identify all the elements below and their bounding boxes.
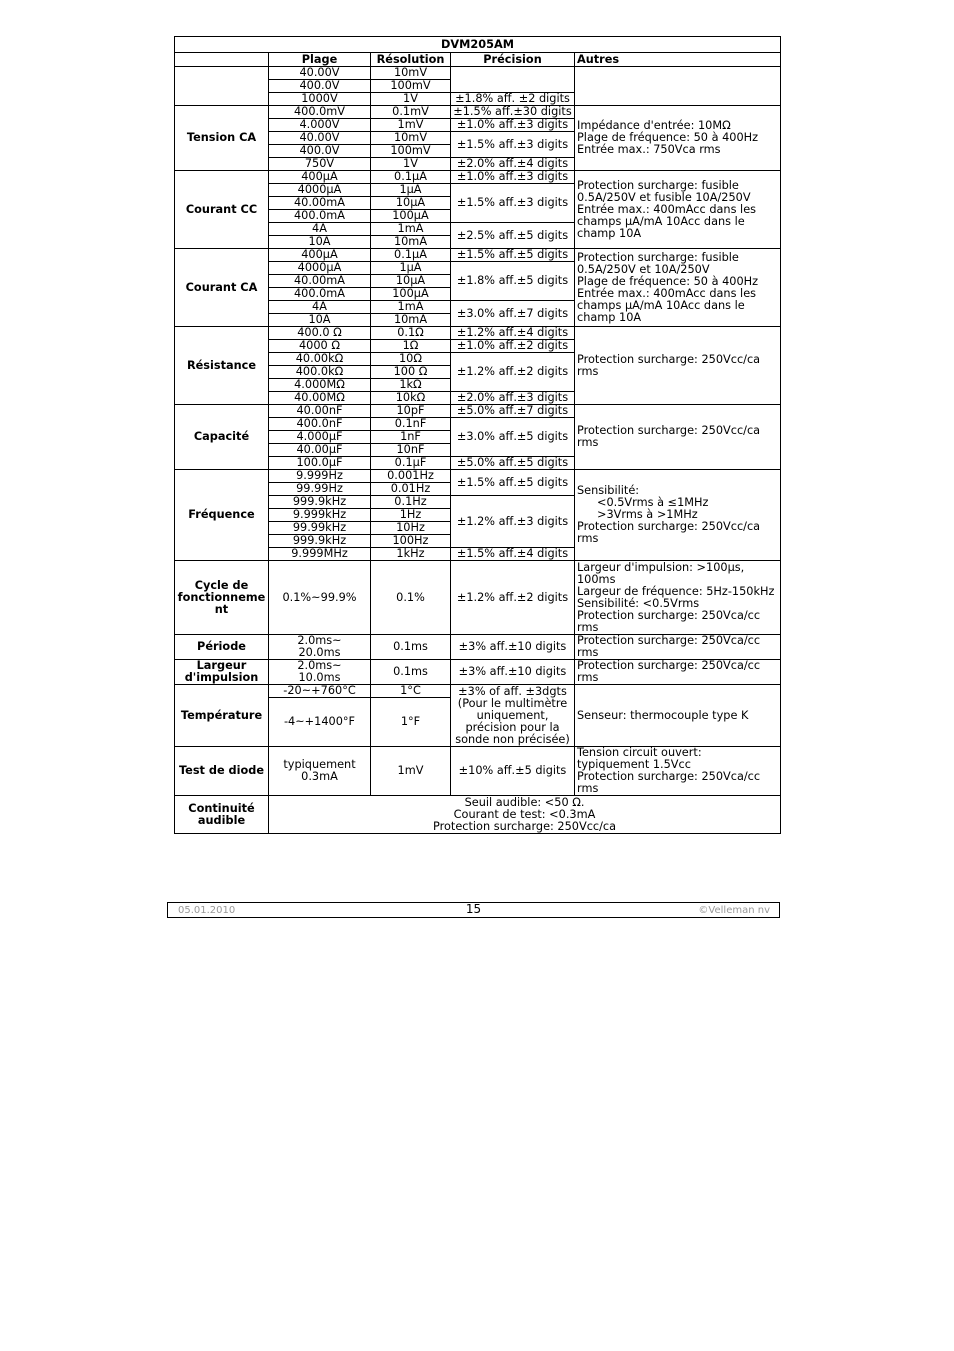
plage-line: 20.0ms bbox=[298, 646, 341, 659]
cell-plage: 4.000MΩ bbox=[269, 379, 371, 392]
cell-resolution: 10pF bbox=[371, 405, 451, 418]
cell-resolution: 0.1Hz bbox=[371, 496, 451, 509]
cell-resolution: 0.01Hz bbox=[371, 483, 451, 496]
cell-resolution: 100Hz bbox=[371, 535, 451, 548]
autres-line: Protection surcharge: fusible bbox=[577, 250, 739, 264]
cell-autres bbox=[575, 405, 781, 470]
cell-plage: 10A bbox=[269, 314, 371, 327]
autres-line: typiquement 1.5Vcc bbox=[577, 758, 691, 771]
cell-precision: ±10% aff.±5 digits bbox=[451, 747, 575, 796]
cell-autres bbox=[575, 327, 781, 405]
autres-line: Sensibilité: <0.5Vrms bbox=[577, 596, 700, 610]
cell-plage: -20~+760°C bbox=[269, 685, 371, 698]
autres-line: 100ms bbox=[577, 572, 616, 586]
cell-resolution: 10mA bbox=[371, 314, 451, 327]
row-label-largeur bbox=[175, 660, 269, 685]
cell-plage: 99.99Hz bbox=[269, 483, 371, 496]
cell-precision: ±1.0% aff.±3 digits bbox=[451, 171, 575, 184]
cell-resolution: 1Ω bbox=[371, 340, 451, 353]
cell-plage: 400µA bbox=[269, 249, 371, 262]
cell-precision: ±3.0% aff.±5 digits bbox=[451, 418, 575, 457]
autres-line: rms bbox=[577, 364, 599, 378]
cell-precision: ±3% aff.±10 digits bbox=[451, 635, 575, 660]
autres-line: Protection surcharge: 250Vca/cc bbox=[577, 608, 761, 622]
cell-precision: ±1.2% aff.±2 digits bbox=[451, 353, 575, 392]
row-label-tension-ca: Tension CA bbox=[175, 106, 269, 171]
row-label-resistance: Résistance bbox=[175, 327, 269, 405]
autres-line: Protection surcharge: 250Vca/cc bbox=[577, 770, 761, 783]
cell-resolution: 0.1mV bbox=[371, 106, 451, 119]
plage-line: typiquement bbox=[283, 758, 356, 771]
autres-line: Tension circuit ouvert: bbox=[577, 746, 702, 759]
cell-resolution: 0.1ms bbox=[371, 660, 451, 685]
precision-line: précision pour la bbox=[465, 720, 560, 734]
precision-line: (Pour le multimètre bbox=[457, 696, 568, 710]
cell-autres bbox=[575, 747, 781, 796]
cell-resolution: 10mV bbox=[371, 67, 451, 80]
cell-resolution: 1mA bbox=[371, 301, 451, 314]
cell-plage: 9.999MHz bbox=[269, 548, 371, 561]
cell-precision: ±1.0% aff.±3 digits bbox=[451, 119, 575, 132]
cell-resolution: 1µA bbox=[371, 262, 451, 275]
label-line: nt bbox=[214, 602, 229, 616]
plage-line: 0.3mA bbox=[301, 770, 338, 783]
cell-plage: 4000 Ω bbox=[269, 340, 371, 353]
autres-line: Largeur de fréquence: 5Hz-150kHz bbox=[577, 584, 775, 598]
autres-line: Protection surcharge: 250Vca/cc bbox=[577, 634, 761, 647]
cell-plage: 4000µA bbox=[269, 184, 371, 197]
continuite-line: Protection surcharge: 250Vcc/ca bbox=[432, 819, 617, 833]
cell-resolution: 10Ω bbox=[371, 353, 451, 366]
autres-line: Protection surcharge: 250Vca/cc bbox=[577, 659, 761, 672]
cell-plage: 400µA bbox=[269, 171, 371, 184]
autres-line: Plage de fréquence: 50 à 400Hz bbox=[577, 131, 759, 144]
cell-resolution: 1µA bbox=[371, 184, 451, 197]
autres-line: rms bbox=[577, 671, 599, 684]
label-line: Cycle de bbox=[194, 578, 249, 592]
cell-plage: 400.0V bbox=[269, 145, 371, 158]
cell-plage: 9.999Hz bbox=[269, 470, 371, 483]
cell-plage: 400.0nF bbox=[269, 418, 371, 431]
cell-autres: Senseur: thermocouple type K bbox=[575, 685, 781, 747]
cell-plage: 99.99kHz bbox=[269, 522, 371, 535]
cell-resolution: 10kΩ bbox=[371, 392, 451, 405]
row-label-periode: Période bbox=[175, 635, 269, 660]
cell-plage: 10A bbox=[269, 236, 371, 249]
autres-line: Protection surcharge: 250Vcc/ca bbox=[577, 520, 761, 533]
cell-resolution: 10µA bbox=[371, 197, 451, 210]
continuite-line: Courant de test: <0.3mA bbox=[453, 807, 596, 821]
cell-resolution: 1°C bbox=[371, 685, 451, 698]
cell-resolution: 10mA bbox=[371, 236, 451, 249]
autres-line: Entrée max.: 400mAcc dans les bbox=[577, 202, 757, 216]
cell-autres bbox=[575, 106, 781, 171]
cell-resolution: 0.1ms bbox=[371, 635, 451, 660]
label-line: audible bbox=[197, 813, 246, 827]
cell-precision: ±5.0% aff.±5 digits bbox=[451, 457, 575, 470]
autres-line: Protection surcharge: 250Vcc/ca bbox=[577, 352, 761, 366]
cell-resolution: 0.1µF bbox=[371, 457, 451, 470]
row-label-capacite: Capacité bbox=[175, 405, 269, 470]
header-autres: Autres bbox=[575, 53, 781, 67]
footer-copyright: ©Velleman nv bbox=[698, 905, 770, 916]
row-label-temperature: Température bbox=[175, 685, 269, 747]
cell-plage: 750V bbox=[269, 158, 371, 171]
cell-precision: ±1.2% aff.±4 digits bbox=[451, 327, 575, 340]
plage-line: 2.0ms~ bbox=[297, 634, 342, 647]
autres-line: >3Vrms à >1MHz bbox=[597, 508, 698, 521]
cell-precision: ±1.0% aff.±2 digits bbox=[451, 340, 575, 353]
cell-plage: 40.00V bbox=[269, 67, 371, 80]
cell-resolution: 100mV bbox=[371, 80, 451, 93]
cell-plage: 400.0mA bbox=[269, 210, 371, 223]
row-label-cycle bbox=[175, 561, 269, 635]
cell-plage: 40.00kΩ bbox=[269, 353, 371, 366]
cell-plage: 400.0mA bbox=[269, 288, 371, 301]
cell-resolution: 1mV bbox=[371, 119, 451, 132]
autres-line: rms bbox=[577, 436, 599, 449]
header-plage: Plage bbox=[269, 53, 371, 67]
cell-plage: 400.0 Ω bbox=[269, 327, 371, 340]
cell-autres bbox=[575, 660, 781, 685]
autres-line: rms bbox=[577, 782, 599, 795]
autres-line: rms bbox=[577, 646, 599, 659]
autres-line: Largeur d'impulsion: >100µs, bbox=[577, 560, 745, 574]
cell-resolution: 100µA bbox=[371, 210, 451, 223]
cell-resolution: 10mV bbox=[371, 132, 451, 145]
cell-resolution: 100 Ω bbox=[371, 366, 451, 379]
autres-line: Entrée max.: 400mAcc dans les bbox=[577, 286, 757, 300]
cell-plage: 400.0mV bbox=[269, 106, 371, 119]
cell-autres bbox=[575, 249, 781, 327]
continuite-line: Seuil audible: <50 Ω. bbox=[464, 795, 585, 809]
precision-line: ±3% of aff. ±3dgts bbox=[458, 684, 567, 698]
cell-precision: ±2.0% aff.±3 digits bbox=[451, 392, 575, 405]
header-precision: Précision bbox=[451, 53, 575, 67]
cell-resolution: 1°F bbox=[371, 698, 451, 747]
cell-precision: ±1.8% aff. ±2 digits bbox=[451, 93, 575, 106]
cell-resolution: 0.1% bbox=[371, 561, 451, 635]
row-label-volt-dc bbox=[175, 67, 269, 106]
autres-line: 0.5A/250V et fusible 10A/250V bbox=[577, 190, 751, 204]
spec-table bbox=[174, 36, 781, 834]
plage-line: 10.0ms bbox=[298, 671, 341, 684]
cell-resolution: 0.1µA bbox=[371, 249, 451, 262]
plage-line: 2.0ms~ bbox=[297, 659, 342, 672]
cell-precision: ±2.0% aff.±4 digits bbox=[451, 158, 575, 171]
cell-plage: 4.000V bbox=[269, 119, 371, 132]
autres-line: champ 10A bbox=[577, 310, 642, 324]
cell-precision: ±2.5% aff.±5 digits bbox=[451, 223, 575, 249]
cell-precision: ±3.0% aff.±7 digits bbox=[451, 301, 575, 327]
autres-line: champs µA/mA 10Acc dans le bbox=[577, 214, 745, 228]
autres-line: 0.5A/250V et 10A/250V bbox=[577, 262, 710, 276]
cell-resolution: 100mV bbox=[371, 145, 451, 158]
cell-precision: ±5.0% aff.±7 digits bbox=[451, 405, 575, 418]
page-footer bbox=[167, 902, 780, 918]
cell-resolution: 10nF bbox=[371, 444, 451, 457]
cell-autres bbox=[575, 470, 781, 561]
precision-line: sonde non précisée) bbox=[455, 732, 570, 746]
cell-plage: 40.00µF bbox=[269, 444, 371, 457]
page-number: 15 bbox=[465, 902, 482, 916]
cell-plage: 400.0V bbox=[269, 80, 371, 93]
cell-precision: ±1.5% aff.±30 digits bbox=[451, 106, 575, 119]
autres-line: Impédance d'entrée: 10MΩ bbox=[577, 119, 731, 132]
cell-resolution: 0.1nF bbox=[371, 418, 451, 431]
row-label-frequence: Fréquence bbox=[175, 470, 269, 561]
cell-resolution: 0.001Hz bbox=[371, 470, 451, 483]
cell-plage: 40.00V bbox=[269, 132, 371, 145]
row-label-continuite bbox=[175, 796, 269, 834]
cell-plage: 9.999kHz bbox=[269, 509, 371, 522]
cell-plage: 40.00mA bbox=[269, 275, 371, 288]
cell-autres bbox=[575, 171, 781, 249]
cell-resolution: 1mA bbox=[371, 223, 451, 236]
cell-resolution: 1kΩ bbox=[371, 379, 451, 392]
cell-precision: ±1.5% aff.±4 digits bbox=[451, 548, 575, 561]
cell-resolution: 1mV bbox=[371, 747, 451, 796]
label-line: Largeur bbox=[196, 659, 247, 672]
cell-resolution: 1kHz bbox=[371, 548, 451, 561]
autres-line: champs µA/mA 10Acc dans le bbox=[577, 298, 745, 312]
precision-line: uniquement, bbox=[476, 708, 549, 722]
cell-plage: 4A bbox=[269, 301, 371, 314]
cell-plage: 4A bbox=[269, 223, 371, 236]
autres-line: Protection surcharge: 250Vcc/ca bbox=[577, 424, 761, 437]
cell-precision: ±1.8% aff.±5 digits bbox=[451, 262, 575, 301]
cell-plage: 4000µA bbox=[269, 262, 371, 275]
cell-resolution: 1V bbox=[371, 158, 451, 171]
autres-line: champ 10A bbox=[577, 226, 642, 240]
cell-autres bbox=[575, 561, 781, 635]
autres-line: Protection surcharge: fusible bbox=[577, 178, 739, 192]
table-title: DVM205AM bbox=[175, 37, 781, 53]
cell-precision: ±1.5% aff.±5 digits bbox=[451, 470, 575, 496]
row-label-courant-cc: Courant CC bbox=[175, 171, 269, 249]
cell-plage: 1000V bbox=[269, 93, 371, 106]
cell-plage: 0.1%~99.9% bbox=[269, 561, 371, 635]
label-line: fonctionneme bbox=[177, 590, 266, 604]
cell-plage: 100.0µF bbox=[269, 457, 371, 470]
cell-resolution: 1nF bbox=[371, 431, 451, 444]
cell-plage: 999.9kHz bbox=[269, 535, 371, 548]
row-label-courant-ca: Courant CA bbox=[175, 249, 269, 327]
cell-resolution: 100µA bbox=[371, 288, 451, 301]
cell-plage: 40.00MΩ bbox=[269, 392, 371, 405]
label-line: d'impulsion bbox=[184, 671, 259, 684]
autres-line: rms bbox=[577, 620, 599, 634]
cell-continuite bbox=[269, 796, 781, 834]
cell-precision: ±3% aff.±10 digits bbox=[451, 660, 575, 685]
cell-resolution: 10Hz bbox=[371, 522, 451, 535]
header-resolution: Résolution bbox=[371, 53, 451, 67]
label-line: Continuité bbox=[188, 801, 255, 815]
autres-line: Plage de fréquence: 50 à 400Hz bbox=[577, 274, 759, 288]
cell-plage: 400.0kΩ bbox=[269, 366, 371, 379]
cell-resolution: 0.1µA bbox=[371, 171, 451, 184]
cell-plage bbox=[269, 660, 371, 685]
cell-resolution: 1V bbox=[371, 93, 451, 106]
cell-precision: ±1.2% aff.±3 digits bbox=[451, 496, 575, 548]
row-label-diode: Test de diode bbox=[175, 747, 269, 796]
autres-line: Sensibilité: bbox=[577, 484, 640, 497]
cell-precision: ±1.5% aff.±3 digits bbox=[451, 132, 575, 158]
cell-plage bbox=[269, 635, 371, 660]
cell-resolution: 10µA bbox=[371, 275, 451, 288]
cell-precision: ±1.2% aff.±2 digits bbox=[451, 561, 575, 635]
cell-precision bbox=[451, 685, 575, 747]
cell-plage: 40.00mA bbox=[269, 197, 371, 210]
cell-resolution: 0.1Ω bbox=[371, 327, 451, 340]
cell-resolution: 1Hz bbox=[371, 509, 451, 522]
cell-plage: -4~+1400°F bbox=[269, 698, 371, 747]
autres-line: rms bbox=[577, 532, 599, 545]
cell-plage: 4.000µF bbox=[269, 431, 371, 444]
autres-line: <0.5Vrms à ≤1MHz bbox=[597, 496, 709, 509]
cell-autres bbox=[575, 635, 781, 660]
autres-line: Entrée max.: 750Vca rms bbox=[577, 143, 721, 156]
cell-precision: ±1.5% aff.±5 digits bbox=[451, 249, 575, 262]
cell-plage: 40.00nF bbox=[269, 405, 371, 418]
cell-plage bbox=[269, 747, 371, 796]
cell-plage: 999.9kHz bbox=[269, 496, 371, 509]
footer-date: 05.01.2010 bbox=[178, 905, 236, 916]
cell-precision: ±1.5% aff.±3 digits bbox=[451, 184, 575, 223]
